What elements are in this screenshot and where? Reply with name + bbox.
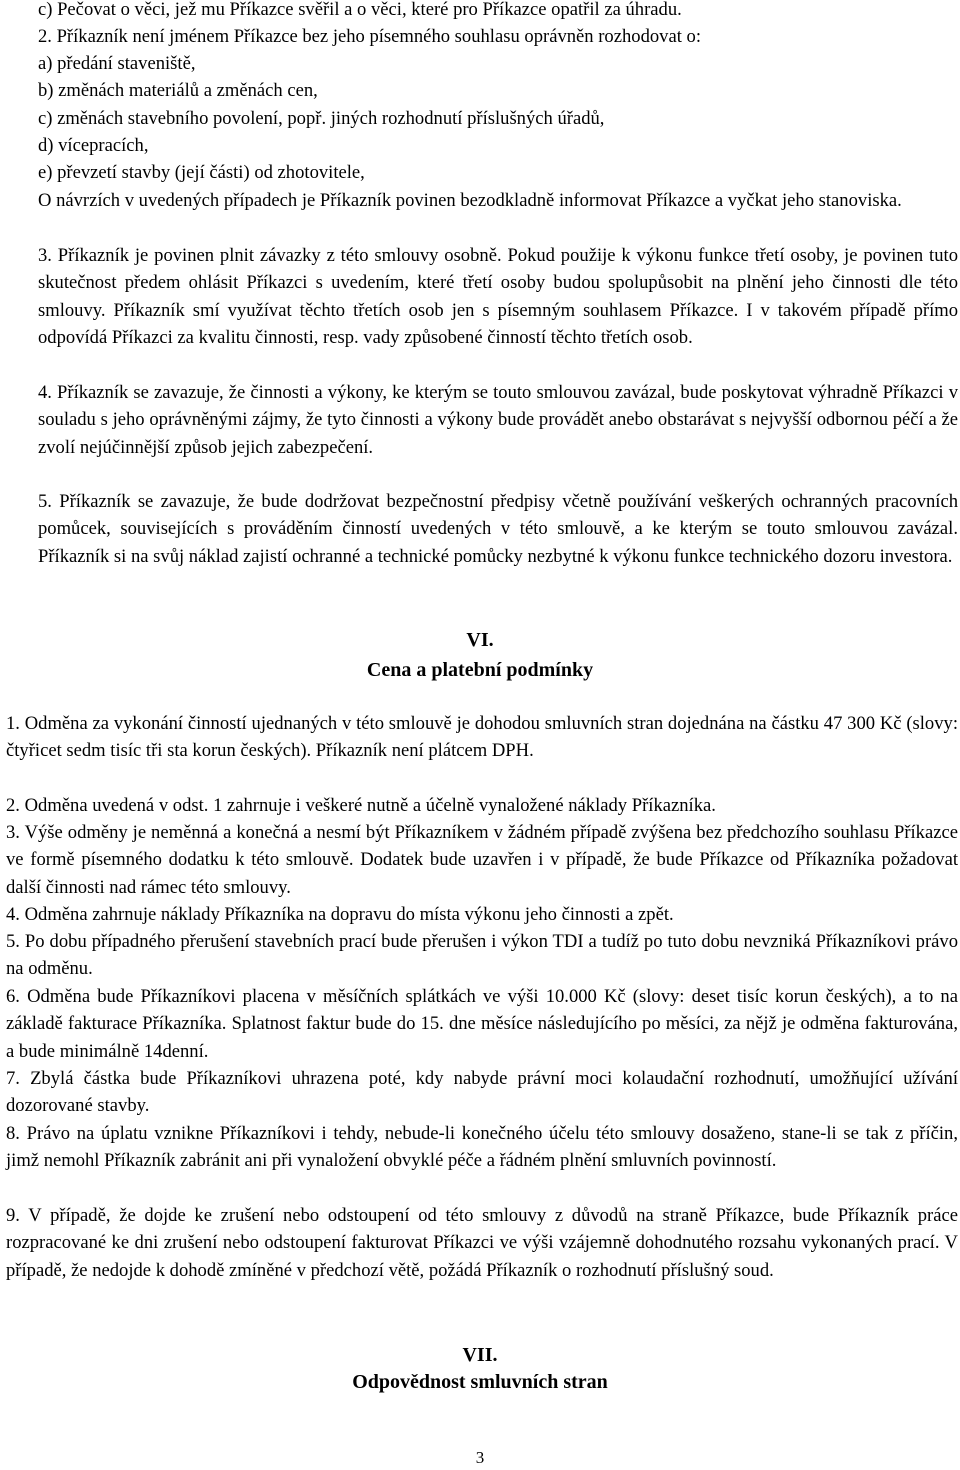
clause-6-7: 7. Zbylá částka bude Příkazníkovi uhrazena poté, kdy nabyde právní moci kolaudační rozhodnutí, umožňující užívání dozorované stavby. bbox=[6, 1068, 958, 1117]
clause-5-3: 3. Příkazník je povinen plnit závazky z této smlouvy osobně. Pokud použije k výkonu funkce třetí osoby, je povinen tuto skutečnost předem ohlásit Příkazci s uvedením, které třetí osoby budou spolupůsobit na plnění jeho činnosti dle této smlouvy. Příkazník smí využívat těchto třetích osob jen s písemným souhlasem Příkazce. I v takovém případě přímo odpovídá Příkazci za kvalitu činnosti, resp. vady způsobené činností těchto třetích osob. bbox=[38, 245, 958, 348]
clause-6-2: 2. Odměna uvedená v odst. 1 zahrnuje i veškeré nutně a účelně vynaložené náklady Příkazníka. bbox=[6, 795, 716, 816]
clause-5-2-intro: 2. Příkazník není jménem Příkazce bez jeho písemného souhlasu oprávněn rozhodovat o: bbox=[38, 26, 701, 47]
clause-5-4: 4. Příkazník se zavazuje, že činnosti a výkony, ke kterým se touto smlouvou zavázal, bude poskytovat výhradně Příkazci v souladu s jeho oprávněnými zájmy, že tyto činnosti a výkony bude provádět anebo obstarávat s nejvyšší odbornou péčí a že zvolí nejúčinnější způsob jejich zabezpečení. bbox=[38, 382, 958, 458]
clause-6-4: 4. Odměna zahrnuje náklady Příkazníka na dopravu do místa výkonu jeho činnosti a zpět. bbox=[6, 904, 674, 925]
section-6-number: VI. bbox=[466, 629, 494, 651]
clause-6-8: 8. Právo na úplatu vznikne Příkazníkovi i tehdy, nebude-li konečného účelu této smlouvy dosaženo, stane-li se tak z příčin, jimž nemohl Příkazník zabránit ani při vynaložení obvyklé péče a řádném plnění smluvních povinností. bbox=[6, 1123, 958, 1172]
clause-5-2-note: O návrzích v uvedených případech je Příkazník povinen bezodkladně informovat Příkazce a vyčkat jeho stanoviska. bbox=[38, 190, 902, 211]
clause-5-1-c: c) Pečovat o věci, jež mu Příkazce svěřil a o věci, které pro Příkazce opatřil za úhradu. bbox=[38, 0, 682, 20]
list-item: b) změnách materiálů a změnách cen, bbox=[38, 80, 318, 102]
list-item: a) předání staveniště, bbox=[38, 53, 196, 74]
clause-6-9: 9. V případě, že dojde ke zrušení nebo odstoupení od této smlouvy z důvodů na straně Příkazce, bude Příkazník práce rozpracované ke dni zrušení nebo odstoupení fakturovat Příkazci ve výši vzájemně dohodnutého rozsahu vykonaných prací. V případě, že nedojde k dohodě zmíněné v předchozí větě, požádá Příkazník o rozhodnutí příslušný soud. bbox=[6, 1205, 958, 1281]
list-item: c) změnách stavebního povolení, popř. jiných rozhodnutí příslušných úřadů, bbox=[38, 107, 605, 129]
section-6-title: Cena a platební podmínky bbox=[366, 659, 594, 681]
section-7-title: Odpovědnost smluvních stran bbox=[352, 1371, 608, 1393]
clause-6-3: 3. Výše odměny je neměnná a konečná a nesmí být Příkazníkem v žádném případě zvýšena bez předchozího souhlasu Příkazce ve formě písemného dodatku k této smlouvě. Dodatek bude uzavřen i v případě, že bude Příkazce od Příkazníka požadovat další činnosti nad rámec této smlouvy. bbox=[6, 822, 958, 898]
clause-6-6: 6. Odměna bude Příkazníkovi placena v měsíčních splátkách ve výši 10.000 Kč (slovy: deset tisíc korun českých), a to na základě fakturace Příkazníka. Splatnost faktur bude do 15. dne měsíce následujícího po měsíci, za nějž je odměna fakturována, a bude minimálně 14denní. bbox=[6, 986, 958, 1062]
clause-5-2-list bbox=[38, 50, 604, 186]
clause-6-1: 1. Odměna za vykonání činností ujednaných v této smlouvě je dohodou smluvních stran dojednána na částku 47 300 Kč (slovy: čtyřicet sedm tisíc tři sta korun českých). Příkazník není plátcem DPH. bbox=[6, 713, 958, 762]
clause-5-5: 5. Příkazník se zavazuje, že bude dodržovat bezpečnostní předpisy včetně používání veškerých ochranných pracovních pomůcek, souvisejících s prováděním činností uvedených v této smlouvě, a ke kterým se touto smlouvou zavázal. Příkazník si na svůj náklad zajistí ochranné a technické pomůcky nezbytné k výkonu funkce technického dozoru investora. bbox=[38, 491, 958, 567]
list-item: d) vícepracích, bbox=[38, 134, 149, 156]
clause-6-5: 5. Po dobu případného přerušení stavebních prací bude přerušen i výkon TDI a tudíž po tuto dobu nevzniká Příkazníkovi právo na odměnu. bbox=[6, 931, 958, 980]
page-number: 3 bbox=[475, 1448, 485, 1467]
list-item: e) převzetí stavby (její části) od zhotovitele, bbox=[38, 162, 365, 184]
section-7-number: VII. bbox=[462, 1344, 498, 1366]
